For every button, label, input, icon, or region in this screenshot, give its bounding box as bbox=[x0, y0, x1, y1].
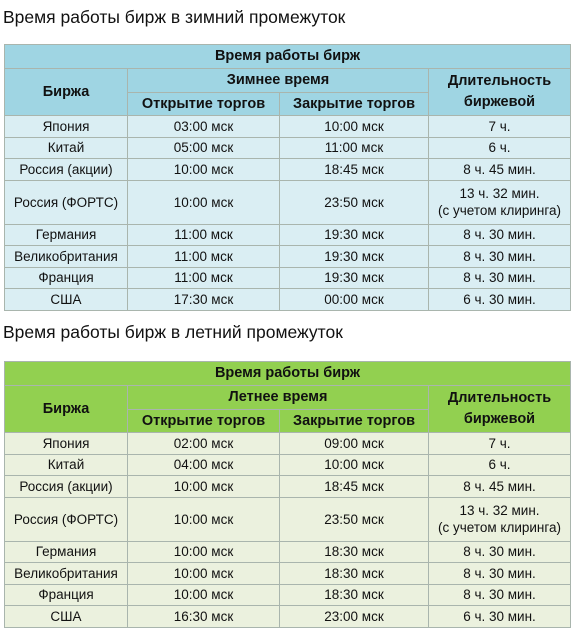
summer-table-title: Время работы бирж bbox=[5, 362, 571, 386]
summer-col-exchange: Биржа bbox=[5, 386, 128, 433]
table-row bbox=[5, 563, 571, 585]
exchange-cell: Германия bbox=[5, 541, 128, 563]
table-row bbox=[5, 159, 571, 181]
close-time-cell: 19:30 мск bbox=[280, 246, 429, 268]
duration-cell: 6 ч. 30 мин. bbox=[429, 606, 571, 628]
exchange-cell: Китай bbox=[5, 454, 128, 476]
duration-cell: 8 ч. 30 мин. bbox=[429, 541, 571, 563]
open-time-cell: 05:00 мск bbox=[128, 137, 280, 159]
open-time-cell: 10:00 мск bbox=[128, 497, 280, 541]
exchange-cell: Германия bbox=[5, 224, 128, 246]
winter-col-duration bbox=[429, 69, 571, 116]
winter-col-duration-line1: Длительность bbox=[447, 73, 552, 89]
winter-table-body bbox=[5, 116, 571, 311]
close-time-cell: 18:30 мск bbox=[280, 563, 429, 585]
exchange-cell: Япония bbox=[5, 433, 128, 455]
summer-season-label: Летнее время bbox=[128, 386, 429, 410]
duration-note: (с учетом клиринга) bbox=[437, 520, 562, 535]
close-time-cell: 00:00 мск bbox=[280, 289, 429, 311]
open-time-cell: 11:00 мск bbox=[128, 224, 280, 246]
duration-cell: 7 ч. bbox=[429, 116, 571, 138]
exchange-cell: Россия (акции) bbox=[5, 159, 128, 181]
exchange-cell: Россия (акции) bbox=[5, 476, 128, 498]
winter-table-title: Время работы бирж bbox=[5, 45, 571, 69]
table-row bbox=[5, 606, 571, 628]
winter-col-exchange: Биржа bbox=[5, 69, 128, 116]
open-time-cell: 10:00 мск bbox=[128, 584, 280, 606]
table-row bbox=[5, 224, 571, 246]
open-time-cell: 16:30 мск bbox=[128, 606, 280, 628]
exchange-cell: Франция bbox=[5, 267, 128, 289]
duration-cell: 7 ч. bbox=[429, 433, 571, 455]
table-row bbox=[5, 433, 571, 455]
open-time-cell: 03:00 мск bbox=[128, 116, 280, 138]
summer-schedule-table bbox=[4, 361, 571, 628]
close-time-cell: 09:00 мск bbox=[280, 433, 429, 455]
duration-cell: 6 ч. bbox=[429, 137, 571, 159]
table-row bbox=[5, 137, 571, 159]
exchange-cell: Великобритания bbox=[5, 246, 128, 268]
exchange-cell: США bbox=[5, 289, 128, 311]
close-time-cell: 23:50 мск bbox=[280, 497, 429, 541]
exchange-cell: Франция bbox=[5, 584, 128, 606]
summer-col-duration-line1: Длительность bbox=[447, 390, 552, 406]
close-time-cell: 18:45 мск bbox=[280, 159, 429, 181]
close-time-cell: 18:30 мск bbox=[280, 541, 429, 563]
table-row bbox=[5, 180, 571, 224]
open-time-cell: 10:00 мск bbox=[128, 476, 280, 498]
open-time-cell: 04:00 мск bbox=[128, 454, 280, 476]
summer-col-open: Открытие торгов bbox=[128, 410, 280, 433]
open-time-cell: 11:00 мск bbox=[128, 267, 280, 289]
close-time-cell: 10:00 мск bbox=[280, 454, 429, 476]
close-time-cell: 19:30 мск bbox=[280, 224, 429, 246]
open-time-cell: 10:00 мск bbox=[128, 159, 280, 181]
close-time-cell: 23:00 мск bbox=[280, 606, 429, 628]
table-row bbox=[5, 267, 571, 289]
winter-col-close: Закрытие торгов bbox=[280, 93, 429, 116]
exchange-cell: Китай bbox=[5, 137, 128, 159]
duration-cell bbox=[429, 497, 571, 541]
exchange-cell: Россия (ФОРТС) bbox=[5, 497, 128, 541]
table-row bbox=[5, 454, 571, 476]
duration-cell: 8 ч. 30 мин. bbox=[429, 224, 571, 246]
duration-text: 13 ч. 32 мин. bbox=[459, 503, 540, 518]
duration-cell: 8 ч. 30 мин. bbox=[429, 584, 571, 606]
close-time-cell: 18:30 мск bbox=[280, 584, 429, 606]
open-time-cell: 17:30 мск bbox=[128, 289, 280, 311]
duration-cell: 8 ч. 30 мин. bbox=[429, 267, 571, 289]
open-time-cell: 10:00 мск bbox=[128, 541, 280, 563]
summer-table-body bbox=[5, 433, 571, 628]
close-time-cell: 19:30 мск bbox=[280, 267, 429, 289]
exchange-cell: Япония bbox=[5, 116, 128, 138]
open-time-cell: 10:00 мск bbox=[128, 563, 280, 585]
summer-heading: Время работы бирж в летний промежуток bbox=[3, 322, 343, 342]
close-time-cell: 23:50 мск bbox=[280, 180, 429, 224]
table-row bbox=[5, 584, 571, 606]
duration-cell: 8 ч. 30 мин. bbox=[429, 246, 571, 268]
table-row bbox=[5, 116, 571, 138]
duration-cell: 8 ч. 30 мин. bbox=[429, 563, 571, 585]
duration-cell: 6 ч. bbox=[429, 454, 571, 476]
summer-col-duration-line2: биржевой bbox=[463, 411, 536, 427]
table-row bbox=[5, 476, 571, 498]
table-row bbox=[5, 541, 571, 563]
close-time-cell: 18:45 мск bbox=[280, 476, 429, 498]
summer-col-duration bbox=[429, 386, 571, 433]
winter-col-open: Открытие торгов bbox=[128, 93, 280, 116]
close-time-cell: 10:00 мск bbox=[280, 116, 429, 138]
duration-cell: 8 ч. 45 мин. bbox=[429, 159, 571, 181]
duration-cell: 6 ч. 30 мин. bbox=[429, 289, 571, 311]
winter-heading: Время работы бирж в зимний промежуток bbox=[3, 7, 346, 27]
winter-col-duration-line2: биржевой bbox=[463, 94, 536, 110]
winter-season-label: Зимнее время bbox=[128, 69, 429, 93]
open-time-cell: 11:00 мск bbox=[128, 246, 280, 268]
summer-col-close: Закрытие торгов bbox=[280, 410, 429, 433]
open-time-cell: 10:00 мск bbox=[128, 180, 280, 224]
exchange-cell: Россия (ФОРТС) bbox=[5, 180, 128, 224]
table-row bbox=[5, 246, 571, 268]
duration-cell bbox=[429, 180, 571, 224]
winter-schedule-table bbox=[4, 44, 571, 311]
duration-cell: 8 ч. 45 мин. bbox=[429, 476, 571, 498]
table-row bbox=[5, 497, 571, 541]
duration-note: (с учетом клиринга) bbox=[437, 203, 562, 218]
duration-text: 13 ч. 32 мин. bbox=[459, 186, 540, 201]
exchange-cell: Великобритания bbox=[5, 563, 128, 585]
open-time-cell: 02:00 мск bbox=[128, 433, 280, 455]
exchange-cell: США bbox=[5, 606, 128, 628]
close-time-cell: 11:00 мск bbox=[280, 137, 429, 159]
table-row bbox=[5, 289, 571, 311]
